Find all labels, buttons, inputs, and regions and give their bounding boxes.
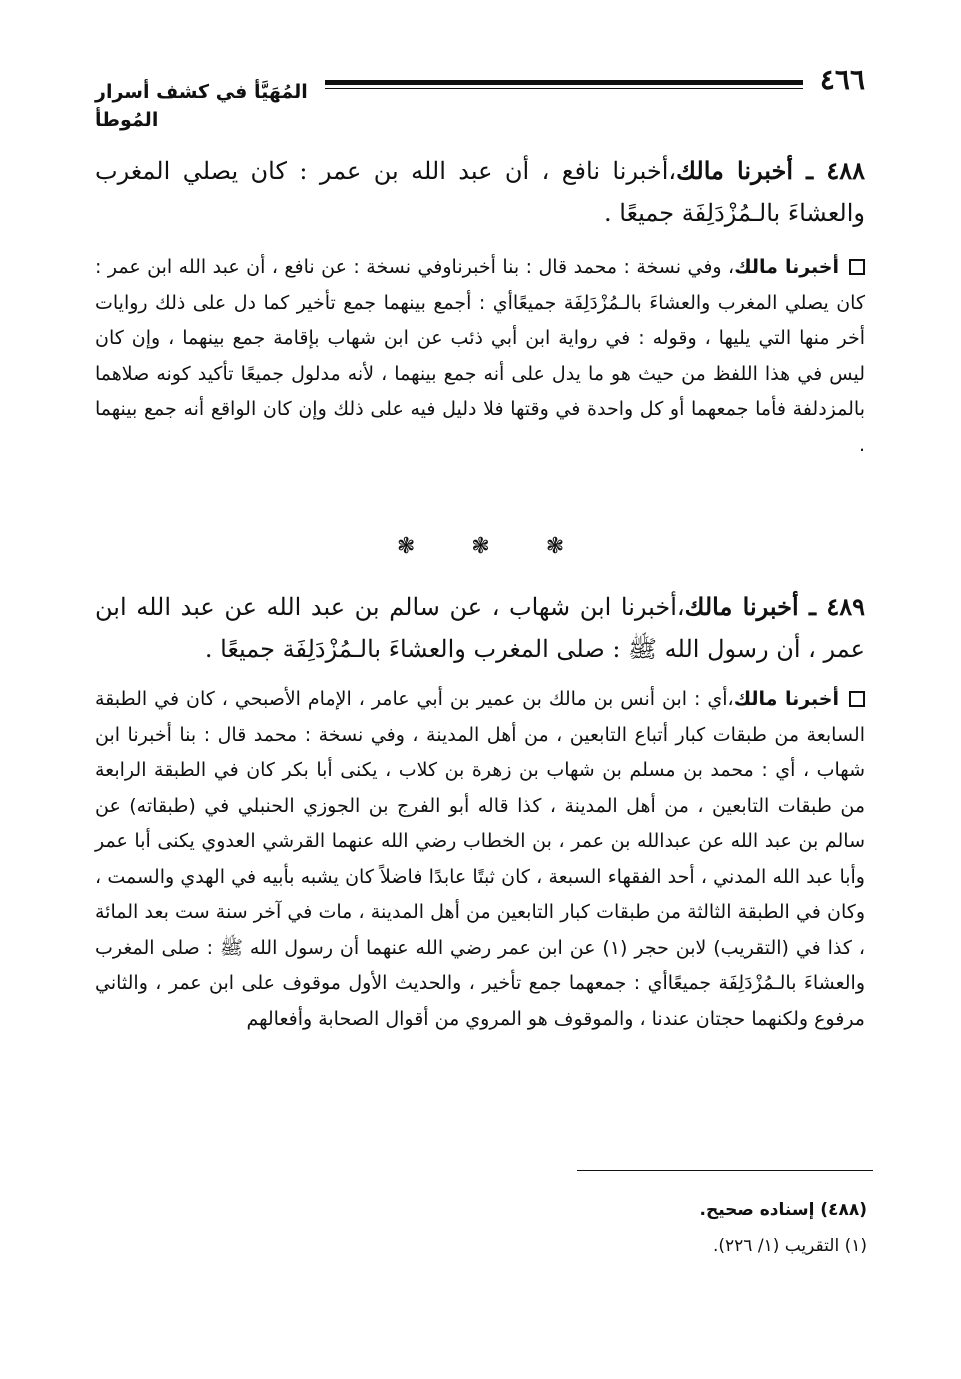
commentary-488-lead: أخبرنا مالك xyxy=(734,256,840,278)
header-rule-thin xyxy=(325,88,803,89)
footnotes xyxy=(577,1192,867,1264)
hadith-488-number: ٤٨٨ ـ أخبرنا مالك xyxy=(676,156,865,185)
separator-star-icon: ❃ xyxy=(545,534,565,559)
page-number: ٤٦٦ xyxy=(819,63,865,96)
hadith-489-text xyxy=(95,586,865,670)
separator-star-icon: ❃ xyxy=(396,534,416,559)
hadith-489-body: ،أخبرنا ابن شهاب ، عن سالم بن عبد الله عن عبد الله ابن عمر ، أن رسول الله ﷺ : صلى المغرب والعشاءَ بالـمُزْدَلِفَة جميعًا . xyxy=(95,593,865,663)
commentary-489-body: ،أي : ابن أنس بن مالك بن عمير بن أبي عامر ، الإمام الأصبحي ، كان في الطبقة السابعة من طبقات كبار أتباع التابعين ، من أهل المدينة ، وفي نسخة : محمد قال : بنا أخبرنا ابن شهاب ، أي : محمد بن مسلم بن شهاب بن زهرة بن كلاب ، يكنى أبا بكر كان في الطبقة الرابعة من طبقات التابعين ، من أهل المدينة ، كذا قاله أبو الفرج بن الجوزي الحنبلي في (طبقاته) عن سالم بن عبد الله عن عبدالله بن عمر ، بن الخطاب رضي الله عنهما القرشي العدوي يكنى أبا عمر وأبا عبد الله المدني ، أحد الفقهاء السبعة ، كان ثبتًا عابدًا فاضلاً كان يشبه بأبيه في الهدي والسمت ، وكان في الطبقة الثالثة من طبقات كبار التابعين من أهل المدينة ، مات في آخر سنة ست بعد المائة ، كذا في (التقريب) لابن حجر (١) عن ابن عمر رضي الله عنهما أن رسول الله ﷺ : صلى المغرب والعشاءَ بالـمُزْدَلِفَة جميعًاأي : جمعهما جمع تأخير ، والحديث الأول موقوف على ابن عمر ، والثاني مرفوع ولكنهما حجتان عندنا ، والموقوف هو المروي من أقوال الصحابة وأفعالهم xyxy=(95,688,865,1030)
commentary-489 xyxy=(95,682,865,1037)
hadith-488 xyxy=(95,150,865,234)
hadith-488-body: ،أخبرنا نافع ، أن عبد الله بن عمر : كان يصلي المغرب والعشاءَ بالـمُزْدَلِفَة جميعًا . xyxy=(95,157,865,227)
book-title: المُهَيَّأ في كشف أسرار المُوطأ xyxy=(95,81,308,131)
commentary-box-icon xyxy=(849,691,865,707)
footnote-1: (١) التقريب (١/ ٢٢٦). xyxy=(712,1236,867,1256)
section-separator xyxy=(0,532,961,562)
commentary-488-text xyxy=(95,250,865,463)
commentary-488-body: ، وفي نسخة : محمد قال : بنا أخبرناوفي نسخة : عن نافع ، أن عبد الله ابن عمر : كان يصلي المغرب والعشاءَ بالـمُزْدَلِفَة جميعًاأي : أجمع بينهما جمع تأخير كما دل على ذلك روايات أخر منها التي يليها ، وقوله : في رواية ابن أبي ذئب عن ابن شهاب بإقامة جمع بينهما ، وإن كان ليس في هذا اللفظ من حيث هو ما يدل على أنه جمع بينهما ، لأنه مدلول جميعًا تأكيد كونه صلاهما بالمزدلفة فأما جمعهما أو كل واحدة في وقتها فلا دليل فيه على ذلك وإن كان الواقع أنه جمع بينهما . xyxy=(95,256,865,456)
running-header xyxy=(95,62,865,131)
separator-star-icon: ❃ xyxy=(471,534,490,559)
commentary-489-text xyxy=(95,682,865,1037)
hadith-489 xyxy=(95,586,865,670)
commentary-488 xyxy=(95,250,865,463)
footnote-488: (٤٨٨) إسناده صحيح. xyxy=(699,1200,867,1220)
footnote-rule xyxy=(577,1170,873,1171)
commentary-489-lead: أخبرنا مالك xyxy=(733,688,839,710)
commentary-box-icon xyxy=(849,259,865,275)
header-rule xyxy=(325,80,803,85)
hadith-488-text xyxy=(95,150,865,234)
hadith-489-number: ٤٨٩ ـ أخبرنا مالك xyxy=(684,592,865,621)
